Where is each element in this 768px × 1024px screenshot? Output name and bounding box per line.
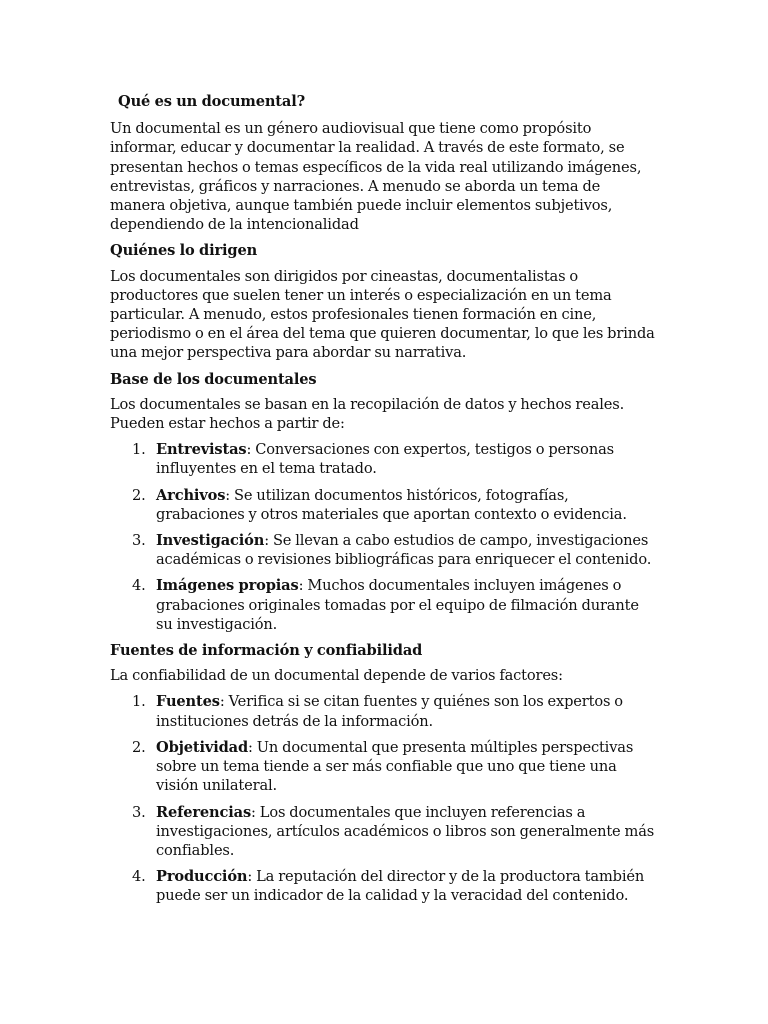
intro-paragraph: Un documental es un género audiovisual que tiene como propósito informar, educar y documentar la realidad. A través de este formato, se presentan hechos o temas específicos de la vida real utilizando imágenes, entrevistas, gráficos y narraciones. A menudo se aborda un tema de manera objetiva, aunque también puede incluir elementos subjetivos, dependiendo de la intencionalidad bbox=[110, 120, 642, 234]
list-text: : La reputación del director y de la productora también puede ser un indicador de la calidad y la veracidad del contenido. bbox=[156, 868, 645, 905]
list-item bbox=[110, 440, 658, 478]
numbered-list bbox=[110, 692, 658, 905]
list-number: 2. bbox=[132, 486, 146, 504]
list-text: : Conversaciones con expertos, testigos o personas influyentes en el tema tratado. bbox=[156, 441, 614, 478]
document-title: Qué es un documental? bbox=[118, 93, 305, 110]
list-term: Investigación bbox=[156, 532, 265, 550]
list-text: : Se llevan a cabo estudios de campo, investigaciones académicas o revisiones bibliográficas para enriquecer el contenido. bbox=[156, 532, 652, 569]
section-paragraph: La confiabilidad de un documental depende de varios factores: bbox=[110, 667, 563, 685]
document-page bbox=[110, 92, 658, 913]
list-item bbox=[110, 531, 658, 569]
list-text: : Verifica si se citan fuentes y quiénes son los expertos o instituciones detrás de la información. bbox=[156, 693, 623, 730]
list-term: Imágenes propias bbox=[156, 577, 299, 595]
list-item bbox=[110, 576, 658, 634]
section-heading: Fuentes de información y confiabilidad bbox=[110, 642, 423, 660]
list-number: 3. bbox=[132, 803, 146, 821]
section-paragraph: Los documentales se basan en la recopilación de datos y hechos reales. Pueden estar hechos a partir de: bbox=[110, 395, 625, 433]
list-number: 1. bbox=[132, 441, 146, 459]
list-text: : Se utilizan documentos históricos, fotografías, grabaciones y otros materiales que aportan contexto o evidencia. bbox=[156, 486, 627, 523]
list-item bbox=[110, 692, 658, 730]
list-term: Producción bbox=[156, 868, 248, 886]
list-number: 2. bbox=[132, 738, 146, 756]
section-heading: Quiénes lo dirigen bbox=[110, 242, 258, 260]
section-directors bbox=[110, 241, 658, 362]
list-text: : Los documentales que incluyen referencias a investigaciones, artículos académicos o libros son generalmente más confiables. bbox=[156, 803, 655, 859]
list-number: 4. bbox=[132, 868, 146, 886]
section-paragraph: Los documentales son dirigidos por cineastas, documentalistas o productores que suelen tener un interés o especialización en un tema particular. A menudo, estos profesionales tienen formación en cine, periodismo o en el área del tema que quieren documentar, lo que les brinda una mejor perspectiva para abordar su narrativa. bbox=[110, 267, 655, 362]
list-term: Fuentes bbox=[156, 693, 220, 711]
list-term: Objetividad bbox=[156, 738, 249, 756]
list-term: Referencias bbox=[156, 803, 252, 821]
section-heading: Base de los documentales bbox=[110, 370, 317, 388]
list-text: : Un documental que presenta múltiples perspectivas sobre un tema tiende a ser más confiable que uno que tiene una visión unilateral. bbox=[156, 738, 634, 795]
numbered-list bbox=[110, 440, 658, 634]
list-term: Entrevistas bbox=[156, 441, 247, 459]
list-item bbox=[110, 486, 658, 524]
list-item bbox=[110, 738, 658, 796]
list-number: 4. bbox=[132, 577, 146, 595]
list-item bbox=[110, 867, 658, 905]
section-documentary-basis bbox=[110, 370, 658, 634]
list-term: Archivos bbox=[156, 486, 226, 504]
list-item bbox=[110, 803, 658, 861]
list-number: 1. bbox=[132, 693, 146, 711]
section-sources-reliability bbox=[110, 641, 658, 905]
list-number: 3. bbox=[132, 532, 146, 550]
list-text: : Muchos documentales incluyen imágenes o grabaciones originales tomadas por el equipo de filmación durante su investigación. bbox=[156, 577, 639, 633]
